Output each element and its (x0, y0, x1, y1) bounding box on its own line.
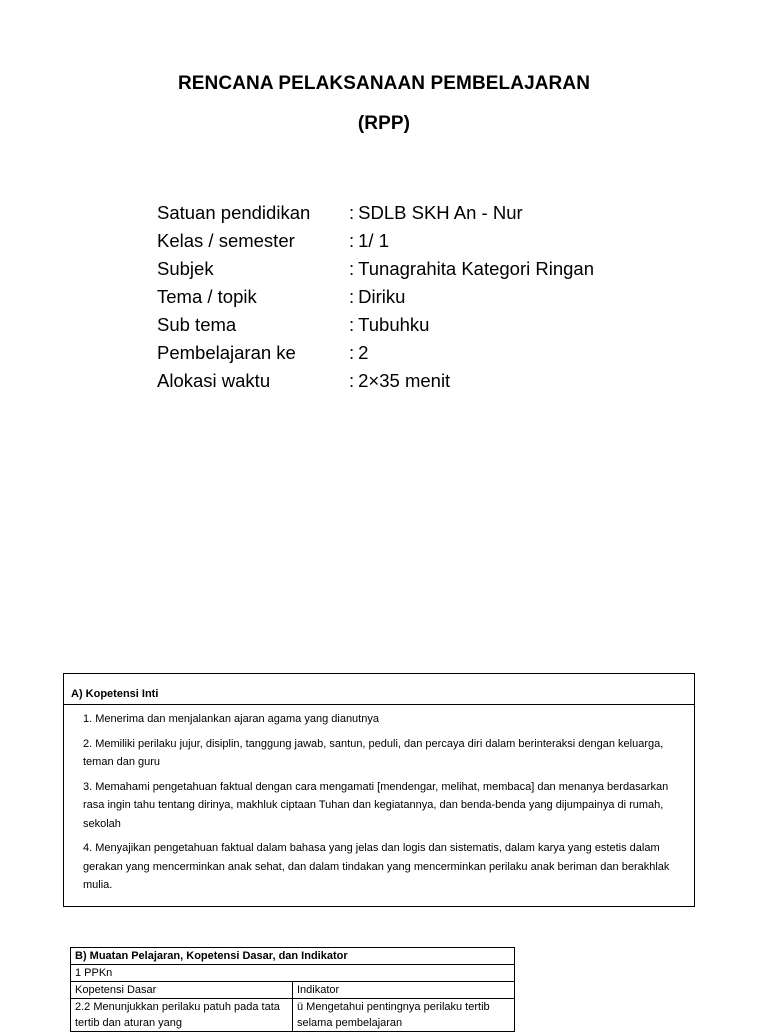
info-label: Pembelajaran ke (157, 342, 296, 363)
indikator-cell: ü Mengetahui pentingnya perilaku tertib selama pembelajaran (293, 999, 515, 1032)
info-value: SDLB SKH An - Nur (358, 202, 523, 223)
table-row (71, 948, 515, 965)
info-label: Alokasi waktu (157, 370, 271, 391)
muatan-pelajaran-table (70, 947, 515, 1032)
info-label: Sub tema (157, 314, 237, 335)
info-value: 1/ 1 (358, 230, 389, 251)
info-value: 2×35 menit (358, 370, 451, 391)
info-value-wrap (349, 339, 368, 367)
info-value-wrap (349, 255, 594, 283)
kompetensi-inti-heading: A) Kopetensi Inti (64, 674, 694, 705)
kompetensi-item-3: 3. Memahami pengetahuan faktual dengan cara mengamati [mendengar, melihat, membaca] dan menanya berdasarkan rasa ingin tahu tentang dirinya, makhluk ciptaan Tuhan dan kegiatannya, dan benda-benda yang dijumpainya di rumah, sekolah (83, 780, 669, 830)
colon: : (349, 202, 355, 223)
table-row (71, 982, 515, 999)
subject-cell: 1 PPKn (71, 965, 515, 982)
kompetensi-item-1: 1. Menerima dan menjalankan ajaran agama yang dianutnya (83, 713, 379, 725)
info-value-wrap (349, 283, 405, 311)
info-value-wrap (349, 199, 523, 227)
info-value-wrap (349, 227, 389, 255)
document-subtitle: (RPP) (357, 113, 411, 134)
colon: : (349, 258, 355, 279)
table-row (71, 999, 515, 1032)
info-label: Satuan pendidikan (157, 202, 311, 223)
info-label: Tema / topik (157, 286, 257, 307)
kd-cell: 2.2 Menunjukkan perilaku patuh pada tata tertib dan aturan yang (71, 999, 293, 1032)
column-header-kd: Kopetensi Dasar (71, 982, 293, 999)
kompetensi-item-4: 4. Menyajikan pengetahuan faktual dalam bahasa yang jelas dan logis dan sistematis, dalam karya yang estetis dalam gerakan yang mencerminkan anak sehat, dan dalam tindakan yang mencerminkan perilaku anak beriman dan berakhlak mulia. (83, 842, 670, 891)
info-value: Tubuhku (358, 314, 430, 335)
colon: : (349, 342, 355, 363)
info-label: Subjek (157, 258, 214, 279)
info-value: Tunagrahita Kategori Ringan (358, 258, 594, 279)
colon: : (349, 314, 355, 335)
colon: : (349, 230, 355, 251)
kompetensi-inti-list (64, 705, 694, 895)
info-value-wrap (349, 311, 429, 339)
kompetensi-inti-box (63, 673, 695, 907)
column-header-indikator: Indikator (293, 982, 515, 999)
muatan-heading: B) Muatan Pelajaran, Kopetensi Dasar, dan Indikator (71, 948, 515, 965)
kompetensi-item-2: 2. Memiliki perilaku jujur, disiplin, tanggung jawab, santun, peduli, dan percaya diri dalam berinteraksi dengan keluarga, teman dan guru (83, 737, 664, 768)
document-title: RENCANA PELAKSANAAN PEMBELAJARAN (177, 73, 591, 94)
info-value-wrap (349, 367, 450, 395)
info-label: Kelas / semester (157, 230, 295, 251)
colon: : (349, 286, 355, 307)
info-value: 2 (358, 342, 369, 363)
info-value: Diriku (358, 286, 406, 307)
table-row (71, 965, 515, 982)
colon: : (349, 370, 355, 391)
